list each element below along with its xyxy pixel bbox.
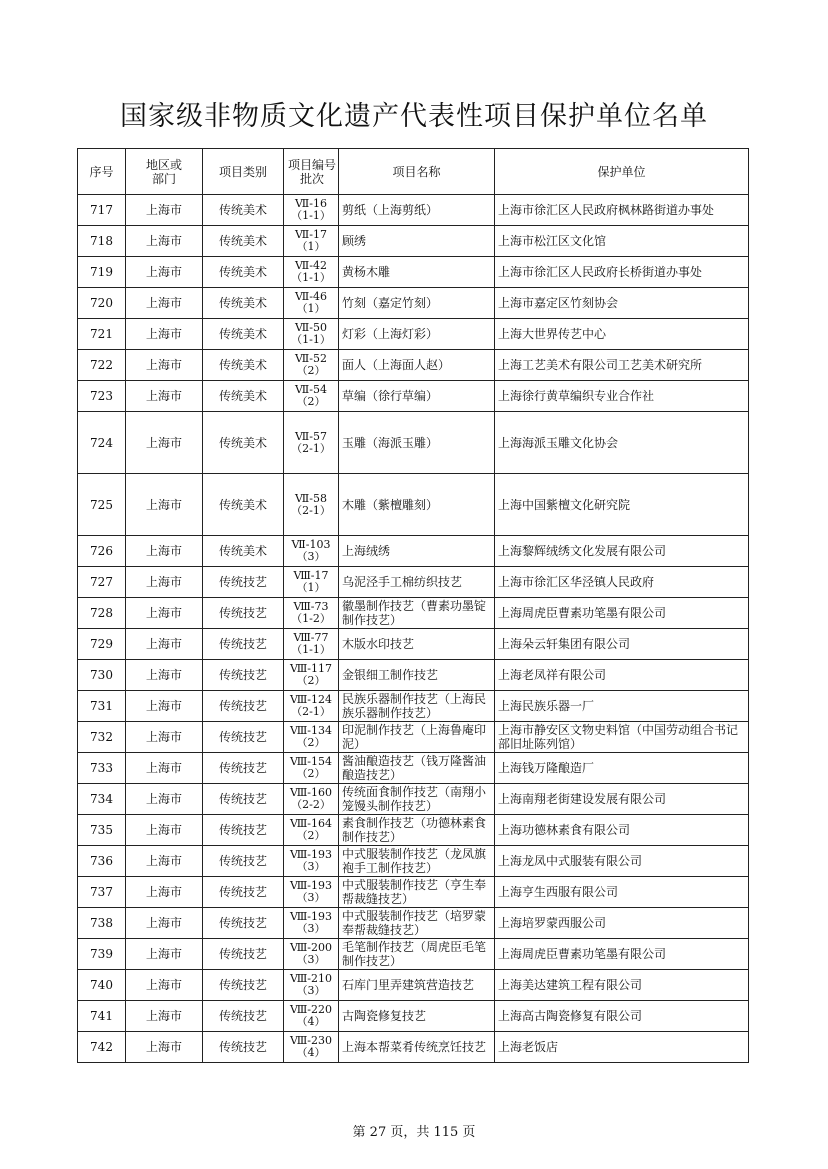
region-cell: 上海市 <box>126 257 203 288</box>
header-code <box>284 149 339 195</box>
project-batch: （2-2） <box>291 798 331 811</box>
unit-cell: 上海民族乐器一厂 <box>495 691 749 722</box>
project-batch: （2-1） <box>291 441 331 455</box>
unit-cell: 上海中国紫檀文化研究院 <box>495 474 749 536</box>
project-name-cell: 竹刻（嘉定竹刻） <box>339 288 495 319</box>
page-footer: 第 27 页，共 115 页 <box>352 1125 476 1140</box>
project-batch: （1-2） <box>291 612 331 625</box>
project-code: Ⅶ-103 <box>291 538 331 551</box>
project-batch: （1-1） <box>291 333 331 346</box>
category-cell: 传统美术 <box>203 257 284 288</box>
seq-cell: 722 <box>78 350 126 381</box>
project-code: Ⅶ-16 <box>295 197 327 210</box>
project-name-cell: 顾绣 <box>339 226 495 257</box>
table-row <box>78 908 749 939</box>
category-cell: 传统技艺 <box>203 567 284 598</box>
project-batch: （3） <box>296 984 326 997</box>
category-cell: 传统技艺 <box>203 629 284 660</box>
unit-cell: 上海市松江区文化馆 <box>495 226 749 257</box>
table-row <box>78 567 749 598</box>
table-row <box>78 1032 749 1063</box>
code-cell <box>284 1032 339 1063</box>
table-row <box>78 257 749 288</box>
unit-cell: 上海黎辉绒绣文化发展有限公司 <box>495 536 749 567</box>
project-name-cell: 金银细工制作技艺 <box>339 660 495 691</box>
region-cell: 上海市 <box>126 660 203 691</box>
seq-cell: 723 <box>78 381 126 412</box>
project-batch: （2） <box>296 829 326 842</box>
region-cell: 上海市 <box>126 1032 203 1063</box>
project-name-cell: 民族乐器制作技艺（上海民族乐器制作技艺） <box>339 691 495 722</box>
region-cell: 上海市 <box>126 753 203 784</box>
code-cell <box>284 970 339 1001</box>
code-cell <box>284 319 339 350</box>
project-code: Ⅷ-134 <box>289 724 333 737</box>
header-seq: 序号 <box>78 149 126 195</box>
unit-cell: 上海亨生西服有限公司 <box>495 877 749 908</box>
table-row <box>78 629 749 660</box>
seq-cell: 737 <box>78 877 126 908</box>
header-name: 项目名称 <box>339 149 495 195</box>
unit-cell: 上海朵云轩集团有限公司 <box>495 629 749 660</box>
region-cell: 上海市 <box>126 846 203 877</box>
project-code: Ⅷ-17 <box>293 569 329 582</box>
unit-cell: 上海市徐汇区人民政府长桥街道办事处 <box>495 257 749 288</box>
project-code: Ⅶ-50 <box>295 321 327 334</box>
region-cell: 上海市 <box>126 1001 203 1032</box>
unit-cell: 上海市徐汇区华泾镇人民政府 <box>495 567 749 598</box>
project-name-cell: 酱油酿造技艺（钱万隆酱油酿造技艺） <box>339 753 495 784</box>
table-row <box>78 939 749 970</box>
project-batch: （1） <box>296 240 326 253</box>
seq-cell: 726 <box>78 536 126 567</box>
unit-cell: 上海培罗蒙西服公司 <box>495 908 749 939</box>
code-cell <box>284 598 339 629</box>
project-code: Ⅷ-124 <box>289 693 333 706</box>
header-region <box>126 149 203 195</box>
region-cell: 上海市 <box>126 629 203 660</box>
seq-cell: 727 <box>78 567 126 598</box>
table-row <box>78 288 749 319</box>
unit-cell: 上海工艺美术有限公司工艺美术研究所 <box>495 350 749 381</box>
project-batch: （2） <box>296 395 326 408</box>
table-row <box>78 350 749 381</box>
table-row <box>78 226 749 257</box>
header-region-text: 地区或部门 <box>145 157 182 186</box>
unit-cell: 上海钱万隆酿造厂 <box>495 753 749 784</box>
project-code: Ⅷ-193 <box>289 910 333 923</box>
project-code: Ⅷ-117 <box>289 662 333 675</box>
project-batch: （3） <box>296 891 326 904</box>
project-code: Ⅶ-52 <box>295 352 327 365</box>
seq-cell: 720 <box>78 288 126 319</box>
project-code: Ⅶ-54 <box>295 383 327 396</box>
table-row <box>78 474 749 536</box>
unit-cell: 上海龙凤中式服装有限公司 <box>495 846 749 877</box>
table-row <box>78 722 749 753</box>
project-code: Ⅶ-58 <box>295 491 327 505</box>
code-cell <box>284 877 339 908</box>
project-code: Ⅷ-73 <box>293 600 329 613</box>
category-cell: 传统技艺 <box>203 660 284 691</box>
category-cell: 传统美术 <box>203 226 284 257</box>
unit-cell: 上海高古陶瓷修复有限公司 <box>495 1001 749 1032</box>
table-row <box>78 381 749 412</box>
category-cell: 传统美术 <box>203 474 284 536</box>
project-batch: （3） <box>296 953 326 966</box>
project-batch: （2） <box>296 364 326 377</box>
table-header-row <box>78 149 749 195</box>
region-cell: 上海市 <box>126 784 203 815</box>
code-cell <box>284 846 339 877</box>
seq-cell: 735 <box>78 815 126 846</box>
region-cell: 上海市 <box>126 350 203 381</box>
project-batch: （4） <box>296 1015 326 1028</box>
table-row <box>78 815 749 846</box>
project-name-cell: 石库门里弄建筑营造技艺 <box>339 970 495 1001</box>
table-row <box>78 753 749 784</box>
project-batch: （2） <box>296 736 326 749</box>
seq-cell: 736 <box>78 846 126 877</box>
region-cell: 上海市 <box>126 567 203 598</box>
project-code: Ⅷ-230 <box>289 1034 333 1047</box>
table-row <box>78 536 749 567</box>
project-name-cell: 乌泥泾手工棉纺织技艺 <box>339 567 495 598</box>
unit-cell: 上海功德林素食有限公司 <box>495 815 749 846</box>
project-name-cell: 面人（上海面人赵） <box>339 350 495 381</box>
project-code: Ⅷ-154 <box>289 755 333 768</box>
project-batch: （2） <box>296 767 326 780</box>
table-row <box>78 970 749 1001</box>
project-name-cell: 木雕（紫檀雕刻） <box>339 474 495 536</box>
table-row <box>78 319 749 350</box>
category-cell: 传统技艺 <box>203 722 284 753</box>
category-cell: 传统技艺 <box>203 691 284 722</box>
project-name-cell: 徽墨制作技艺（曹素功墨锭制作技艺） <box>339 598 495 629</box>
seq-cell: 717 <box>78 195 126 226</box>
seq-cell: 731 <box>78 691 126 722</box>
header-unit: 保护单位 <box>495 149 749 195</box>
code-cell <box>284 412 339 474</box>
project-code: Ⅷ-164 <box>289 817 333 830</box>
category-cell: 传统技艺 <box>203 815 284 846</box>
table-row <box>78 691 749 722</box>
seq-cell: 730 <box>78 660 126 691</box>
project-batch: （3） <box>296 550 326 563</box>
unit-cell: 上海周虎臣曹素功笔墨有限公司 <box>495 939 749 970</box>
category-cell: 传统美术 <box>203 195 284 226</box>
category-cell: 传统技艺 <box>203 753 284 784</box>
category-cell: 传统美术 <box>203 288 284 319</box>
seq-cell: 725 <box>78 474 126 536</box>
code-cell <box>284 350 339 381</box>
code-cell <box>284 226 339 257</box>
category-cell: 传统技艺 <box>203 1001 284 1032</box>
header-category: 项目类别 <box>203 149 284 195</box>
project-batch: （1） <box>296 302 326 315</box>
region-cell: 上海市 <box>126 970 203 1001</box>
code-cell <box>284 753 339 784</box>
code-cell <box>284 1001 339 1032</box>
project-name-cell: 印泥制作技艺（上海鲁庵印泥） <box>339 722 495 753</box>
table-row <box>78 846 749 877</box>
project-code: Ⅶ-17 <box>295 228 327 241</box>
region-cell: 上海市 <box>126 908 203 939</box>
table-row <box>78 660 749 691</box>
code-cell <box>284 722 339 753</box>
project-code: Ⅷ-193 <box>289 879 333 892</box>
code-cell <box>284 784 339 815</box>
project-name-cell: 古陶瓷修复技艺 <box>339 1001 495 1032</box>
unit-cell: 上海市嘉定区竹刻协会 <box>495 288 749 319</box>
project-batch: （2-1） <box>291 503 331 517</box>
project-name-cell: 草编（徐行草编） <box>339 381 495 412</box>
project-name-cell: 中式服装制作技艺（龙凤旗袍手工制作技艺） <box>339 846 495 877</box>
seq-cell: 734 <box>78 784 126 815</box>
project-code: Ⅷ-193 <box>289 848 333 861</box>
seq-cell: 728 <box>78 598 126 629</box>
project-name-cell: 木版水印技艺 <box>339 629 495 660</box>
unit-cell: 上海周虎臣曹素功笔墨有限公司 <box>495 598 749 629</box>
project-batch: （3） <box>296 922 326 935</box>
project-name-cell: 剪纸（上海剪纸） <box>339 195 495 226</box>
region-cell: 上海市 <box>126 319 203 350</box>
region-cell: 上海市 <box>126 288 203 319</box>
code-cell <box>284 629 339 660</box>
region-cell: 上海市 <box>126 474 203 536</box>
code-cell <box>284 908 339 939</box>
code-cell <box>284 536 339 567</box>
region-cell: 上海市 <box>126 412 203 474</box>
project-code: Ⅶ-57 <box>295 429 327 443</box>
project-batch: （2） <box>296 674 326 687</box>
unit-cell: 上海南翔老街建设发展有限公司 <box>495 784 749 815</box>
table-row <box>78 412 749 474</box>
code-cell <box>284 660 339 691</box>
unit-cell: 上海老凤祥有限公司 <box>495 660 749 691</box>
category-cell: 传统美术 <box>203 536 284 567</box>
seq-cell: 732 <box>78 722 126 753</box>
category-cell: 传统技艺 <box>203 784 284 815</box>
seq-cell: 721 <box>78 319 126 350</box>
project-name-cell: 传统面食制作技艺（南翔小笼馒头制作技艺） <box>339 784 495 815</box>
unit-cell: 上海徐行黄草编织专业合作社 <box>495 381 749 412</box>
table-row <box>78 195 749 226</box>
table-row <box>78 1001 749 1032</box>
project-code: Ⅶ-46 <box>295 290 327 303</box>
seq-cell: 729 <box>78 629 126 660</box>
project-name-cell: 中式服装制作技艺（亨生奉帮裁缝技艺） <box>339 877 495 908</box>
project-batch: （1） <box>296 581 326 594</box>
project-batch: （2-1） <box>291 705 331 718</box>
seq-cell: 724 <box>78 412 126 474</box>
seq-cell: 740 <box>78 970 126 1001</box>
project-name-cell: 毛笔制作技艺（周虎臣毛笔制作技艺） <box>339 939 495 970</box>
project-code: Ⅷ-160 <box>289 786 333 799</box>
project-name-cell: 中式服装制作技艺（培罗蒙奉帮裁缝技艺） <box>339 908 495 939</box>
project-batch: （3） <box>296 860 326 873</box>
category-cell: 传统美术 <box>203 319 284 350</box>
project-name-cell: 素食制作技艺（功德林素食制作技艺） <box>339 815 495 846</box>
table-row <box>78 877 749 908</box>
seq-cell: 742 <box>78 1032 126 1063</box>
project-name-cell: 黄杨木雕 <box>339 257 495 288</box>
page-title: 国家级非物质文化遗产代表性项目保护单位名单 <box>120 101 708 132</box>
region-cell: 上海市 <box>126 722 203 753</box>
seq-cell: 739 <box>78 939 126 970</box>
project-name-cell: 上海本帮菜肴传统烹饪技艺 <box>339 1032 495 1063</box>
table-row <box>78 598 749 629</box>
project-code: Ⅶ-42 <box>295 259 327 272</box>
project-batch: （1-1） <box>291 209 331 222</box>
category-cell: 传统技艺 <box>203 970 284 1001</box>
seq-cell: 738 <box>78 908 126 939</box>
code-cell <box>284 195 339 226</box>
category-cell: 传统技艺 <box>203 846 284 877</box>
project-code: Ⅷ-220 <box>289 1003 333 1016</box>
code-cell <box>284 257 339 288</box>
code-cell <box>284 567 339 598</box>
region-cell: 上海市 <box>126 939 203 970</box>
project-code: Ⅷ-200 <box>289 941 333 954</box>
region-cell: 上海市 <box>126 877 203 908</box>
code-cell <box>284 288 339 319</box>
seq-cell: 741 <box>78 1001 126 1032</box>
project-batch: （1-1） <box>291 271 331 284</box>
project-batch: （1-1） <box>291 643 331 656</box>
seq-cell: 719 <box>78 257 126 288</box>
region-cell: 上海市 <box>126 195 203 226</box>
region-cell: 上海市 <box>126 815 203 846</box>
project-name-cell: 玉雕（海派玉雕） <box>339 412 495 474</box>
code-cell <box>284 815 339 846</box>
protection-unit-table <box>77 148 749 1063</box>
project-batch: （4） <box>296 1046 326 1059</box>
unit-cell: 上海美达建筑工程有限公司 <box>495 970 749 1001</box>
category-cell: 传统技艺 <box>203 598 284 629</box>
table-row <box>78 784 749 815</box>
region-cell: 上海市 <box>126 226 203 257</box>
project-code: Ⅷ-77 <box>293 631 329 644</box>
code-cell <box>284 691 339 722</box>
region-cell: 上海市 <box>126 598 203 629</box>
category-cell: 传统技艺 <box>203 1032 284 1063</box>
code-cell <box>284 474 339 536</box>
category-cell: 传统技艺 <box>203 908 284 939</box>
category-cell: 传统美术 <box>203 350 284 381</box>
region-cell: 上海市 <box>126 536 203 567</box>
unit-cell: 上海老饭店 <box>495 1032 749 1063</box>
project-name-cell: 灯彩（上海灯彩） <box>339 319 495 350</box>
code-cell <box>284 939 339 970</box>
category-cell: 传统技艺 <box>203 877 284 908</box>
category-cell: 传统技艺 <box>203 939 284 970</box>
region-cell: 上海市 <box>126 691 203 722</box>
unit-cell: 上海大世界传艺中心 <box>495 319 749 350</box>
seq-cell: 733 <box>78 753 126 784</box>
project-name-cell: 上海绒绣 <box>339 536 495 567</box>
project-code: Ⅷ-210 <box>289 972 333 985</box>
header-code-text: 项目编号批次 <box>287 157 336 186</box>
code-cell <box>284 381 339 412</box>
category-cell: 传统美术 <box>203 381 284 412</box>
seq-cell: 718 <box>78 226 126 257</box>
unit-cell: 上海海派玉雕文化协会 <box>495 412 749 474</box>
region-cell: 上海市 <box>126 381 203 412</box>
unit-cell: 上海市静安区文物史料馆（中国劳动组合书记部旧址陈列馆） <box>495 722 749 753</box>
category-cell: 传统美术 <box>203 412 284 474</box>
unit-cell: 上海市徐汇区人民政府枫林路街道办事处 <box>495 195 749 226</box>
